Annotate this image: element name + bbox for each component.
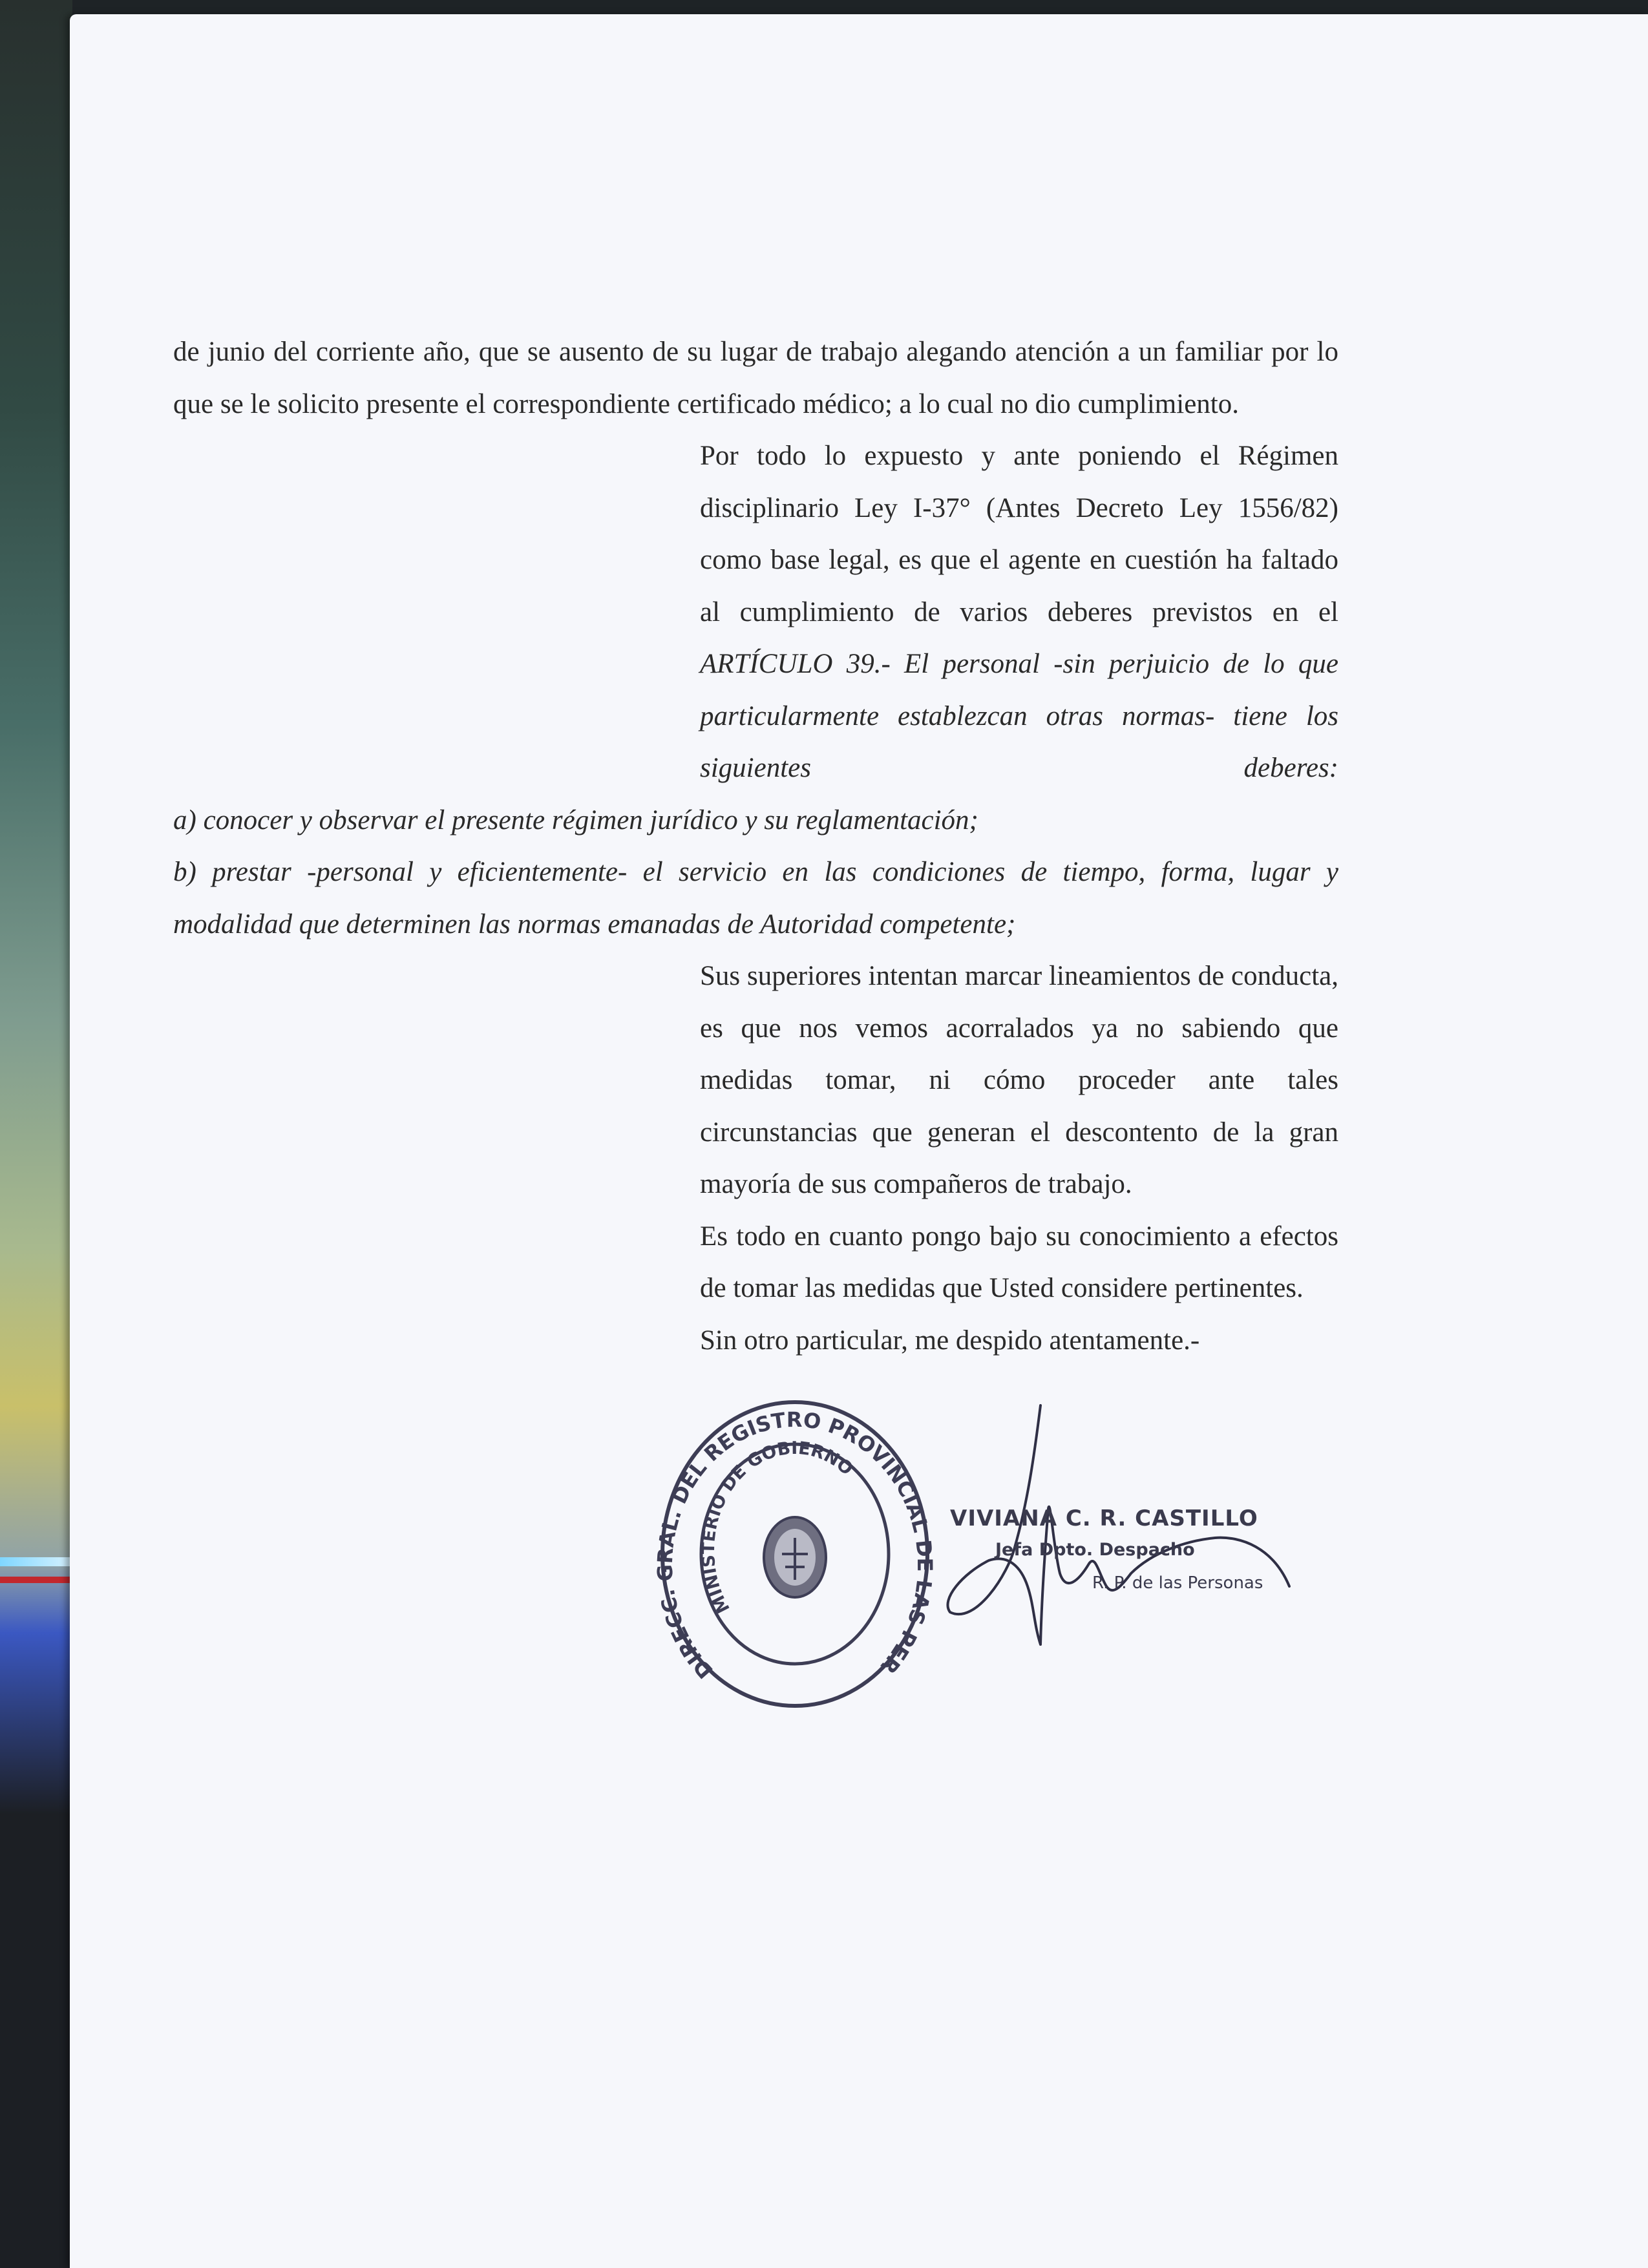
seal-graphic [653, 1392, 937, 1716]
signatory-title: Jefa Dpto. Despacho [995, 1540, 1195, 1560]
signatory-name: VIVIANA C. R. CASTILLO [950, 1506, 1258, 1531]
seal-outer-text: DIRECC. GRAL. DEL REGISTRO PROVINCIAL DE LAS PER [653, 1407, 937, 1684]
scan-artifact-cyan [0, 1557, 72, 1566]
signature-block [937, 1380, 1364, 1657]
article-39-text: ARTÍCULO 39.- El personal -sin perjuicio de lo que particularmente establezcan otras normas- tiene los siguientes deberes: [700, 649, 1338, 783]
scanner-edge [0, 0, 72, 2268]
coat-of-arms-icon [764, 1517, 826, 1597]
duty-item-b: b) prestar -personal y eficientemente- el servicio en las condiciones de tiempo, forma, lugar y modalidad que determinen las normas emanadas de Autoridad competente; [173, 857, 1338, 940]
letter-body [173, 326, 1338, 1367]
signatory-department: R. P. de las Personas [1092, 1573, 1263, 1593]
paragraph-2-intro: Por todo lo expuesto y ante poniendo el Régimen disciplinario Ley I-37° (Antes Decreto Ley 1556/82) como base legal, es que el agente en cuestión ha faltado al cumplimiento de varios deberes previstos en el [700, 441, 1338, 627]
paragraph-2-opening [173, 430, 1338, 795]
paragraph-1: de junio del corriente año, que se ausento de su lugar de trabajo alegando atención a un familiar por lo que se le solicito presente el correspondiente certificado médico; a lo cual no dio cumplimiento. [173, 337, 1338, 419]
duty-item-a: a) conocer y observar el presente régimen jurídico y su reglamentación; [173, 804, 978, 835]
paragraph-4: Es todo en cuanto pongo bajo su conocimiento a efectos de tomar las medidas que Usted considere pertinentes. [700, 1221, 1338, 1303]
official-seal [653, 1392, 937, 1716]
closing-salutation: Sin otro particular, me despido atentamente.- [700, 1325, 1200, 1356]
seal-inner-text: MINISTERIO DE GOBIERNO [698, 1438, 857, 1617]
paragraph-3: Sus superiores intentan marcar lineamientos de conducta, es que nos vemos acorralados ya no sabiendo que medidas tomar, ni cómo proceder ante tales circunstancias que generan el descontento de la gran mayoría de sus compañeros de trabajo. [700, 961, 1338, 1199]
scan-artifact-red [0, 1577, 72, 1583]
